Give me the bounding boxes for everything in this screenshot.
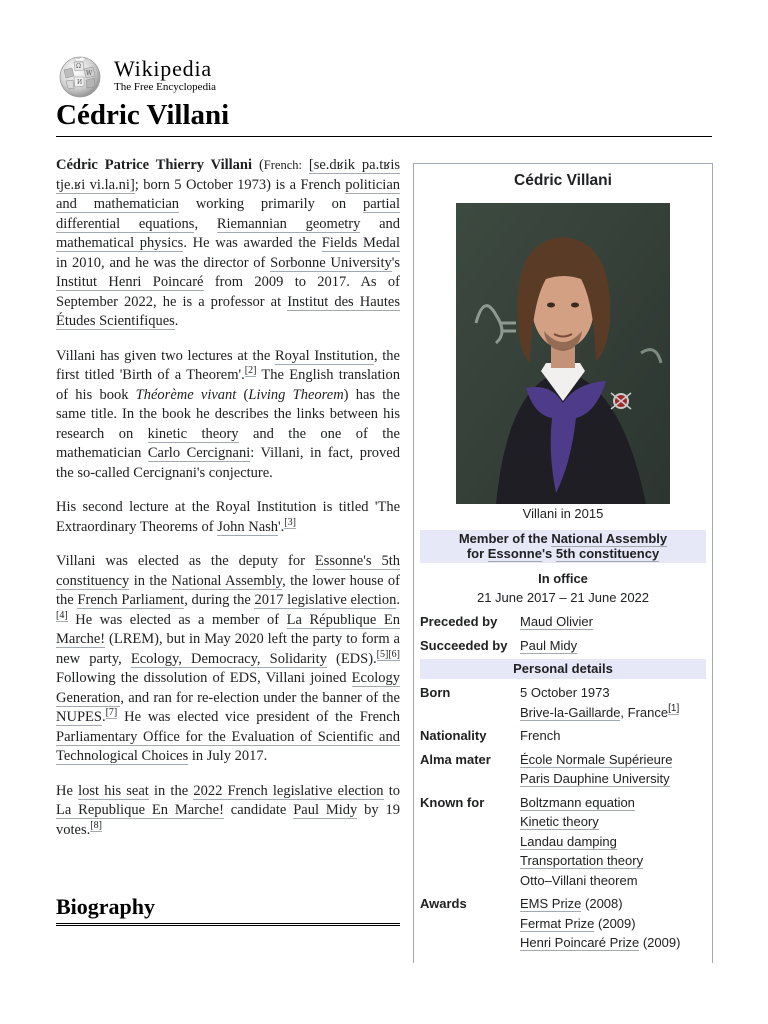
link-maud-olivier[interactable]: Maud Olivier (520, 614, 593, 629)
text: , during the (184, 592, 255, 608)
link-transportation-theory[interactable]: Transportation theory (520, 853, 644, 868)
link-fields-medal[interactable]: Fields Medal (321, 235, 400, 251)
svg-text:Ω: Ω (76, 63, 81, 70)
known-label: Known for (420, 794, 485, 810)
svg-text:W: W (86, 70, 93, 77)
infobox (413, 163, 713, 963)
text: in the (129, 572, 172, 589)
nationality-label: Nationality (420, 728, 487, 743)
link-ecology-generation[interactable]: Ecology Generation (56, 670, 400, 706)
award-year: (2008) (581, 896, 623, 911)
page-title: Cédric Villani (56, 96, 712, 137)
text: . (174, 313, 179, 329)
link-paul-midy[interactable]: Paul Midy (293, 802, 358, 818)
lectures-paragraph (56, 347, 400, 484)
book-title-fr: Théorème vivant (135, 386, 237, 403)
in-office-dates: 21 June 2017 – 21 June 2022 (476, 590, 650, 605)
text: Villani was elected as the deputy for (56, 553, 315, 569)
link-royal-institution[interactable]: Royal Institution (274, 347, 374, 364)
awards-row (420, 894, 706, 953)
personal-details-header: Personal details (420, 659, 706, 679)
link-ems-prize[interactable]: EMS Prize (520, 896, 582, 911)
link-ens[interactable]: École Normale Supérieure (520, 751, 673, 767)
text: ( (236, 386, 249, 403)
award-year: (2009) (594, 915, 636, 931)
known-otto-villani: Otto–Villani theorem (520, 872, 638, 888)
reference-7[interactable]: [7] (105, 707, 118, 719)
text: (LREM), but in May 2020 left the party to form a new party, (56, 631, 400, 667)
text: His second lecture at the Royal Institution is titled 'The Extraordinary Theorems of (56, 499, 400, 535)
link-mathematical-physics[interactable]: mathematical physics (56, 235, 184, 251)
text: by 19 votes. (56, 802, 400, 838)
link-kinetic-theory[interactable]: kinetic theory (147, 425, 239, 442)
link-pde[interactable]: partial differential equations (56, 196, 400, 232)
wordmark-tagline: The Free Encyclopedia (114, 81, 217, 93)
reference-1[interactable]: [1] (668, 703, 680, 715)
text: 's (541, 545, 556, 561)
link-national-assembly[interactable]: National Assembly (171, 572, 283, 589)
text: , the first titled 'Birth of a Theorem'. (56, 347, 400, 383)
subject-name: Cédric Patrice Thierry Villani (56, 157, 253, 173)
born-country: , France (620, 704, 669, 720)
text: . He was awarded the (183, 235, 322, 251)
reference-5-6[interactable]: [5][6] (376, 648, 400, 660)
wordmark-title: Wikipedia (114, 56, 212, 81)
second-lecture-paragraph (56, 498, 400, 537)
photo-caption: Villani in 2015 (522, 506, 604, 521)
wikipedia-globe-logo[interactable] (56, 54, 104, 98)
link-eds[interactable]: Ecology, Democracy, Solidarity (130, 650, 327, 667)
link-sorbonne[interactable]: Sorbonne University (270, 254, 392, 271)
link-2017-election[interactable]: 2017 legislative election (254, 592, 397, 608)
text: in July 2017. (188, 748, 268, 764)
reference-8[interactable]: [8] (90, 819, 102, 831)
wikipedia-header (56, 54, 216, 98)
link-politician[interactable]: politician and mathematician (56, 176, 400, 212)
election-loss-paragraph (56, 782, 400, 841)
award-year: (2009) (639, 935, 681, 950)
reference-2[interactable]: [2] (244, 365, 257, 377)
text: in the (148, 782, 194, 799)
alma-label: Alma mater (420, 751, 491, 767)
text: The English translation of his book (56, 367, 400, 403)
text: for (466, 545, 488, 561)
preceded-label: Preceded by (420, 614, 498, 629)
link-lrem[interactable]: La République En Marche! (56, 611, 400, 647)
nationality-row (420, 726, 706, 746)
reference-3[interactable]: [3] (284, 516, 296, 528)
link-fermat-prize[interactable]: Fermat Prize (520, 915, 595, 931)
portrait-photo[interactable] (456, 203, 670, 504)
text: 's (391, 254, 400, 271)
succeeded-label: Succeeded by (420, 637, 508, 653)
born-row (420, 683, 706, 722)
article-body (56, 156, 400, 855)
nationality-value: French (520, 728, 561, 743)
link-riemannian-geometry[interactable]: Riemannian geometry (216, 215, 361, 232)
text: Villani has given two lectures at the (56, 347, 275, 364)
text: . (396, 592, 400, 608)
alma-mater-row (420, 750, 706, 789)
link-kinetic-theory-infobox[interactable]: Kinetic theory (520, 814, 599, 829)
link-dauphine[interactable]: Paris Dauphine University (520, 771, 670, 786)
infobox-title: Cédric Villani (514, 172, 612, 189)
text: working primarily on (179, 196, 363, 212)
link-boltzmann[interactable]: Boltzmann equation (520, 794, 635, 810)
link-poincare-prize[interactable]: Henri Poincaré Prize (520, 935, 640, 950)
text: Following the dissolution of EDS, Villani joined (56, 670, 352, 686)
link-essonne[interactable]: Essonne (487, 545, 542, 561)
known-for-row (420, 793, 706, 891)
language-label: French: (263, 158, 302, 172)
text: and the one of the mathematician (56, 425, 400, 461)
wordmark[interactable] (114, 58, 216, 94)
lead-paragraph: Cédric Patrice Thierry Villani (French: [se.dʁik pa.tʁis tje.ʁi vi.la.ni]; born 5 October 1973) is a French politician and mathematician working primarily on partial differential equations, Riemannian geometry and mathematical physics. He was awarded the Fields Medal in 2010, and he was the director of Sorbonne University's Institut Henri Poincaré from 2009 to 2017. As of September 2022, he is a professor at Institut des Hautes Études Scientifiques. (56, 157, 401, 329)
link-national-assembly-infobox[interactable]: National Assembly (551, 531, 668, 546)
text: (EDS). (326, 650, 377, 667)
section-heading-biography: Biography (56, 893, 400, 926)
link-lrem-2[interactable]: La Republique En Marche! (56, 802, 224, 818)
link-essonne-5th[interactable]: Essonne's 5th constituency (56, 553, 400, 589)
text: : Villani, in fact, proved the so-called Cercignani's conjecture. (56, 445, 400, 481)
link-5th-constituency[interactable]: 5th constituency (555, 545, 660, 561)
ipa-link[interactable]: [se.dʁik pa.tʁis tje.ʁi vi.la.ni] (56, 157, 400, 193)
text: ; born 5 October 1973) is a French (134, 176, 346, 193)
preceded-by-row (420, 612, 706, 632)
text: and (360, 215, 401, 232)
text: He was elected vice president of the French (117, 709, 400, 725)
link-nupes[interactable]: NUPES (56, 709, 102, 725)
text: from 2009 to 2017. As of September 2022, he is a professor at (56, 274, 400, 310)
succeeded-by-row (420, 636, 706, 656)
link-ihes[interactable]: Institut des Hautes Études Scientifiques (56, 293, 400, 329)
office-header (420, 530, 706, 563)
text: . (101, 709, 106, 725)
link-lost-seat[interactable]: lost his seat (78, 782, 149, 799)
text: candidate (223, 802, 294, 818)
text: , and ran for re-election under the banner of the (120, 689, 400, 706)
text: , (194, 215, 217, 232)
link-paul-midy-infobox[interactable]: Paul Midy (520, 637, 578, 653)
link-john-nash[interactable]: John Nash (217, 518, 279, 535)
link-brive[interactable]: Brive-la-Gaillarde (520, 704, 621, 720)
in-office-label: In office (538, 571, 588, 586)
link-carlo-cercignani[interactable]: Carlo Cercignani (147, 445, 251, 461)
link-ihp[interactable]: Institut Henri Poincaré (56, 274, 204, 290)
text: '. (278, 518, 285, 535)
book-title-en: Living Theorem (248, 386, 344, 403)
text: Member of the (458, 531, 552, 546)
reference-4[interactable]: [4] (56, 609, 68, 621)
svg-text:И: И (77, 79, 83, 86)
text: to (383, 782, 400, 799)
born-date: 5 October 1973 (520, 685, 610, 700)
text: He was elected as a member of (67, 611, 287, 628)
link-2022-election[interactable]: 2022 French legislative election (193, 782, 384, 799)
text: , the lower house of the (56, 572, 400, 608)
link-landau-damping[interactable]: Landau damping (520, 833, 617, 849)
link-french-parliament[interactable]: French Parliament (77, 592, 185, 608)
awards-label: Awards (420, 896, 467, 911)
text: He (56, 782, 79, 799)
text: in 2010, and he was the director of (56, 254, 271, 271)
born-label: Born (420, 685, 451, 700)
politics-paragraph (56, 552, 400, 767)
link-opecst[interactable]: Parliamentary Office for the Evaluation of Scientific and Technological Choices (56, 728, 400, 764)
text: ) has the same title. In the book he describes the links between his research on (56, 386, 400, 442)
